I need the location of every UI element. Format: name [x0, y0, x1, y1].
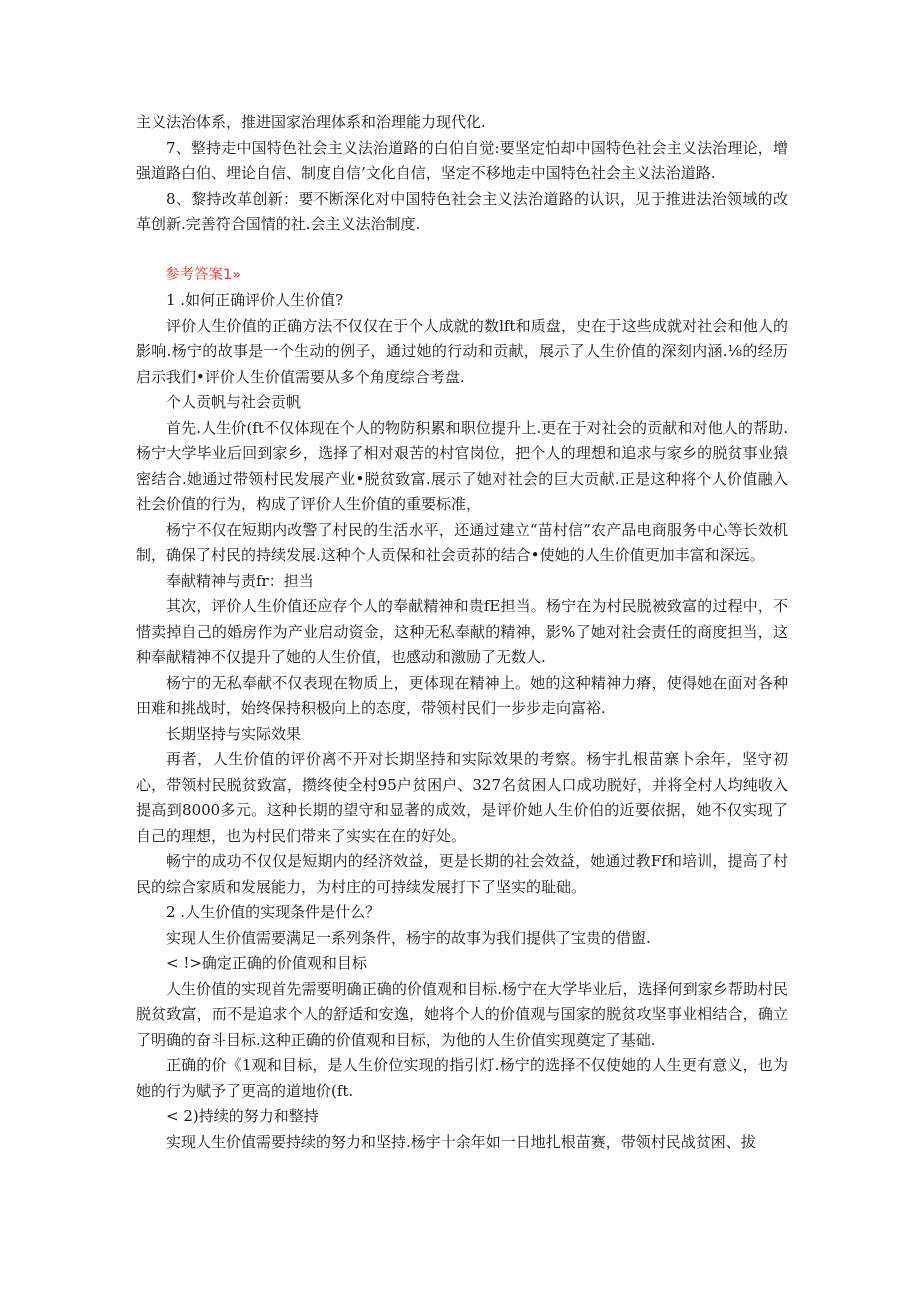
paragraph: 实现人生价值需要满足一系列条件，杨宇的故事为我们提供了宝贵的借盥. — [166, 928, 651, 947]
paragraph: 8、黎持改革创新：要不断深化对中国特色社会主义法治道路的认识，见于推进法治领域的改革创新.完善符合国情的社.会主义法治制度. — [136, 189, 788, 233]
question-heading: 2 .人生价值的实现条件是什么？ — [166, 903, 381, 921]
paragraph: 7、整持走中国特色社会主义法治道路的白伯自觉:要坚定怕却中国特色社会主义法治理论，增强道路白伯、埋论自信、制度自信’文化自信，坚定不移地走中国特色社会主义法治道路. — [136, 138, 788, 182]
question-heading: 1 .如何正确评价人生价值? — [166, 291, 344, 309]
paragraph: 首先.人生价(ft不仅体现在个人的物防积累和职位提升上.更在于对社会的贡献和对他人的帮助.杨宁大学毕业后回到家乡，选择了相对艰苦的村官岗位，把个人的理想和追求与家乡的脱贫事业猿密结合.她通过带领村民发展产业•脱贫致富.展示了她对社会的巨大贡献.正是这种将个人价值融入社会价值的行为，构成了评价人生价值的重要标准， — [136, 418, 788, 513]
paragraph: 实现人生价值需要持续的努力和坚持.杨宇十余年如一日地扎根苗赛，带领村民战贫困、拔 — [166, 1132, 756, 1151]
paragraph: 杨宁不仅在短期内改警了村民的生活水平，还通过建立“苗村信”农产品电商服务中心等长效机制，确保了村民的持续发展.这种个人贡保和社会贡荪的结合•使她的人生价值更加丰富和深远。 — [136, 520, 788, 564]
paragraph: 人生价值的实现首先需要明确正确的价值观和目标.杨宁在大学毕业后，选择何到家乡帮助村民脱贫致富，而不是追求个人的舒适和安逸，她将个人的价值观与国家的脱贫攻坚事业相结合，确立了明确的奋斗目标.这种正确的价值观和目标，为他的人生价值实现奠定了基础. — [136, 979, 788, 1049]
section-heading: < !>确定正确的价值观和目标 — [166, 954, 367, 972]
answer-heading: 参考答案1» — [165, 266, 242, 283]
paragraph: 再者，人生价值的评价离不开对长期坚持和实际效果的考察。杨宇扎根苗寨卜余年，坚守初心，带领村民脱贫致富，攒终使全村95户贫困户、327名贫困人口成功脱好，并将全村人均纯收入提高到8000多元。这种长期的望守和显著的成效，是评价她人生价伯的近要依据，她不仅实现了自己的理想，也为村民们带来了实实在在的好处。 — [136, 750, 788, 845]
paragraph: 杨宁的无私奉献不仅表现在物质上，更体现在精神上。她的这种精神力瘠，使得她在面对各种田难和挑战时，始终保持积极向上的态度，带领村民们一步步走向富裕. — [136, 673, 788, 717]
paragraph: 评价人生价值的正确方法不仅仅在于个人成就的数lft和质盘，史在于这些成就对社会和他人的影响.杨宁的故事是一个生动的例子，通过她的行动和贡献，展示了人生价值的深刻内涵.⅛的经历启示我们•评价人生价值需要从多个角度综合考盘. — [136, 316, 788, 386]
section-heading: 奉献精神与责fr：担当 — [166, 571, 314, 590]
section-heading: < 2)持续的努力和整持 — [166, 1107, 319, 1125]
paragraph: 其次，评价人生价值还应存个人的奉献精神和贵fE担当。杨宁在为村民脱被致富的过程中，不惜卖掉自己的婚房作为产业启动资金，这种无私奉献的精神，影%了她对社会责任的商度担当，这种奉献精神不仅提升了她的人生价值，也感动和激励了无数人. — [136, 597, 788, 666]
paragraph: 主义法治体系，推进国家治理体系和治理能力现代化. — [136, 113, 486, 131]
section-heading: 个人贡帆与社会贡帆 — [166, 393, 302, 411]
section-heading: 长期坚持与实际效果 — [166, 724, 302, 743]
paragraph: 正确的价《1观和目标，是人生价位实现的指引灯.杨宁的选择不仅使她的人生更有意义，也为她的行为赋予了更高的道地价(ft. — [136, 1056, 788, 1100]
paragraph: 畅宁的成功不仅仅是短期内的经济效益，更是长期的社会效益，她通过教Ff和培训，提高了村民的综合家质和发展能力，为村庄的可持续发展打下了坚实的耻础。 — [136, 852, 788, 896]
